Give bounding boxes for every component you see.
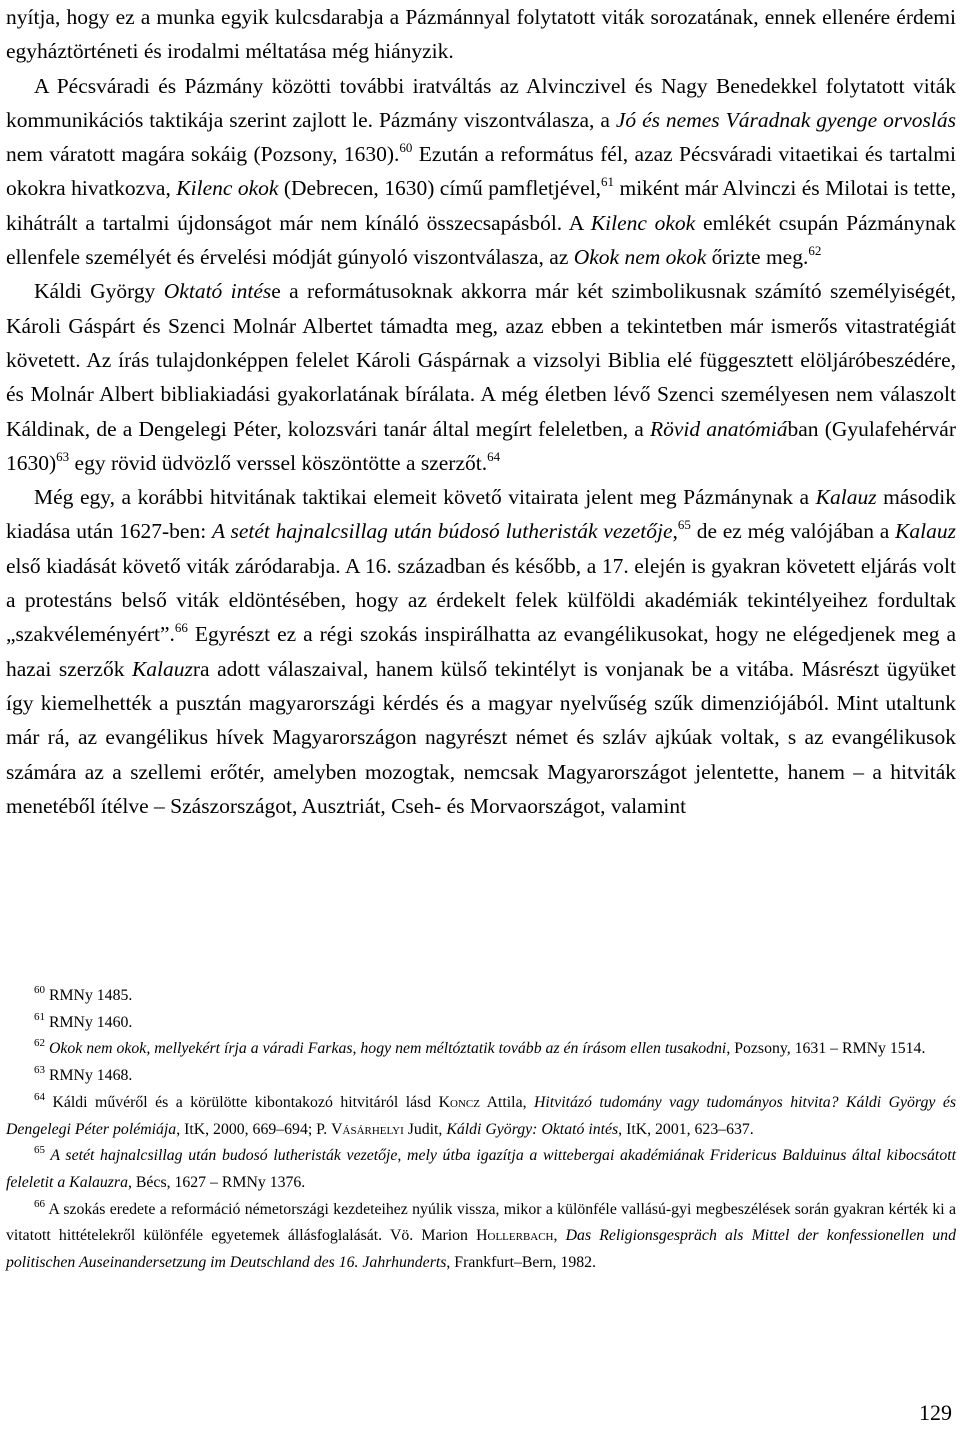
text-run: nem váratott magára sokáig (Pozsony, 1630). bbox=[6, 142, 400, 167]
footnote-ref[interactable]: 61 bbox=[601, 174, 615, 190]
title-italic: Kalauz bbox=[815, 485, 877, 510]
footnote-number: 64 bbox=[34, 1090, 45, 1103]
footnote-title: Káldi György: Oktató intés bbox=[446, 1120, 619, 1138]
text-run: ra adott válaszaival, hanem külső tekintélyt is vonjanak be a vitába. Másrészt ügyüket így kiemelhették a pusztán magyarországi kérdés és a magyar nyelvűség szűk dimenziójából. Mint utaltunk már rá, az evangélikus hívek Magyarországon nagyrészt német és szláv ajkúak voltak, s az evangélikusok számára az a szellemi erőtér, amelyben mozogtak, nemcsak Magyarországot jelentette, hanem – a hitviták menetéből ítélve – Szászországot, Ausztriát, Cseh- és Morvaországot, valamint bbox=[6, 656, 956, 818]
text-run: ban (Gyulafehérvár 1630) bbox=[6, 416, 957, 475]
text-run: őrizte meg. bbox=[706, 245, 809, 270]
footnote-60 bbox=[6, 983, 956, 1010]
paragraph bbox=[6, 274, 956, 480]
main-text bbox=[6, 0, 956, 823]
author-name: Vásárhelyi bbox=[331, 1120, 404, 1138]
text-run: egy rövid üdvözlő verssel köszöntötte a szerzőt. bbox=[69, 450, 488, 475]
footnote-title: Hitvitázó tudomány vagy tudományos hitvita? Káldi György és Dengelegi Péter polémiája bbox=[6, 1093, 957, 1138]
footnote-text: , Pozsony, 1631 – RMNy 1514. bbox=[726, 1040, 926, 1058]
footnote-ref[interactable]: 62 bbox=[808, 243, 822, 259]
paragraph bbox=[6, 480, 956, 823]
footnote-64 bbox=[6, 1090, 956, 1143]
text-run: Ezután a református fél, azaz Pécsváradi vitaetikai és tartalmi okokra hivatkozva, bbox=[6, 142, 956, 201]
footnote-text: Judit, bbox=[403, 1120, 447, 1138]
text-run: miként már Alvinczi és Milotai is tette, kihátrált a tartalmi újdonságot már nem kínáló összecsapásból. A bbox=[6, 176, 957, 235]
text-run: e a reformátusoknak akkorra már két szimbolikusnak számító személyiségét, Károli Gáspárt és Szenci Molnár Albertet támadta meg, azaz ebben a tekintetben már ismerős vitastratégiát követett. Az írás tulajdonképpen felelet Károli Gáspárnak a vizsolyi Biblia elé függesztett elöljáróbeszédére, és Molnár Albert bibliakiadási gyakorlatának bírálata. A még életben lévő Szenci személyesen nem válaszolt Káldinak, de a Dengelegi Péter, kolozsvári tanár által megírt feleletben, a bbox=[6, 279, 956, 441]
text-run: Egyrészt ez a régi szokás inspirálhatta az evangélikusokat, hogy ne elégedjenek meg a hazai szerzők bbox=[6, 622, 956, 681]
text-run: , bbox=[672, 519, 678, 544]
footnote-text: , ItK, 2001, 623–637. bbox=[618, 1120, 754, 1138]
title-italic: Oktató intés bbox=[163, 279, 272, 304]
text-run: első kiadását követő viták záródarabja. A 16. században és később, a 17. elején is gyakran követett eljárás volt a protestáns belső viták eldöntésében, hogy az érdekelt felek külföldi akadémiák tekintélyeihez fordultak „szakvéleményért”. bbox=[6, 553, 956, 647]
footnote-number: 60 bbox=[34, 984, 45, 996]
footnote-ref[interactable]: 64 bbox=[487, 448, 501, 464]
page-number: 129 bbox=[919, 1400, 952, 1425]
title-italic: Rövid anatómiá bbox=[649, 416, 788, 441]
footnote-63 bbox=[6, 1063, 956, 1090]
footnote-text: , ItK, 2000, 669–694; P. bbox=[176, 1120, 332, 1138]
footnote-ref[interactable]: 63 bbox=[56, 448, 70, 464]
footnote-ref[interactable]: 66 bbox=[174, 620, 188, 636]
title-italic: Kilenc okok bbox=[176, 176, 279, 201]
text-run: nyítja, hogy ez a munka egyik kulcsdarabja a Pázmánnyal folytatott viták sorozatának, ennek ellenére érdemi egyháztörténeti és irodalmi méltatása még hiányzik. bbox=[6, 5, 956, 64]
footnote-66 bbox=[6, 1197, 956, 1277]
title-italic: Kalauz bbox=[895, 519, 956, 544]
footnote-text: RMNy 1485. bbox=[45, 987, 133, 1004]
text-run: Még egy, a korábbi hitvitának taktikai elemeit követő vitairata jelent meg Pázmánynak a bbox=[34, 485, 816, 510]
author-name: Hollerbach bbox=[476, 1227, 554, 1245]
footnote-text: RMNy 1468. bbox=[45, 1067, 133, 1085]
text-run: emlékét csupán Pázmánynak ellenfele személyét és érvelési módját gúnyoló viszontválasza, az bbox=[6, 210, 956, 270]
text-run: második kiadása után 1627-ben: bbox=[6, 485, 957, 544]
footnote-61 bbox=[6, 1010, 956, 1037]
text-run: A Pécsváradi és Pázmány közötti további iratváltás az Alvinczivel és Nagy Benedekkel folytatott viták kommunikációs taktikája szerint zajlott le. Pázmány viszontválasza, a bbox=[6, 73, 956, 132]
text-run: de ez még valójában a bbox=[690, 519, 896, 544]
footnote-title: Okok nem okok, mellyekért írja a váradi Farkas, hogy nem méltóztatik tovább az én írásom ellen tusakodni bbox=[48, 1040, 727, 1058]
footnote-ref[interactable]: 65 bbox=[677, 517, 691, 533]
title-italic: Jó és nemes Váradnak gyenge orvoslás bbox=[615, 107, 956, 132]
footnote-number: 65 bbox=[34, 1144, 45, 1157]
paragraph bbox=[6, 0, 956, 69]
footnote-text: A szokás eredete a reformáció németországi kezdeteihez nyúlik vissza, mikor a különféle vallású-gyi megbeszélések során gyakran kérték ki a vitatott hittételekről különféle egyetemek állásfoglalását. Vö. Marion bbox=[6, 1200, 956, 1245]
text-run: (Debrecen, 1630) című pamfletjével, bbox=[278, 176, 602, 201]
footnotes bbox=[6, 983, 956, 1277]
footnote-title: A setét hajnalcsillag után budosó lutheristák vezetője, mely útba igazítja a wittebergai akadémiának Fridericus Balduinus által kibocsátott feleletit a Kalauzra bbox=[6, 1147, 956, 1191]
footnote-text: RMNy 1460. bbox=[45, 1013, 133, 1031]
footnote-number: 62 bbox=[34, 1037, 45, 1050]
footnote-62 bbox=[6, 1036, 956, 1063]
footnote-number: 63 bbox=[34, 1064, 45, 1077]
title-italic: Kalauz bbox=[131, 656, 193, 681]
title-italic: A setét hajnalcsillag után búdosó lutheristák vezetője bbox=[211, 519, 673, 544]
footnote-ref[interactable]: 60 bbox=[399, 140, 413, 156]
author-name: Koncz bbox=[438, 1093, 480, 1111]
footnote-number: 61 bbox=[34, 1010, 45, 1023]
footnote-text: Káldi művéről és a körülötte kibontakozó hitvitáról lásd bbox=[45, 1093, 439, 1111]
title-italic: Kilenc okok bbox=[590, 210, 696, 235]
footnote-text: , bbox=[553, 1227, 566, 1245]
footnote-title: Das Religionsgespräch als Mittel der konfessionellen und politischen Auseinandersetzung im Deutschland des 16. Jahrhunderts bbox=[6, 1227, 956, 1272]
footnote-text: , Frankfurt–Bern, 1982. bbox=[446, 1254, 596, 1272]
text-run: Káldi György bbox=[34, 279, 164, 304]
title-italic: Okok nem okok bbox=[573, 245, 707, 270]
paragraph bbox=[6, 69, 956, 275]
footnote-text: , Bécs, 1627 – RMNy 1376. bbox=[127, 1173, 306, 1191]
footnote-number: 66 bbox=[34, 1197, 45, 1210]
footnote-65 bbox=[6, 1143, 956, 1196]
footnote-text: Attila, bbox=[480, 1093, 534, 1111]
